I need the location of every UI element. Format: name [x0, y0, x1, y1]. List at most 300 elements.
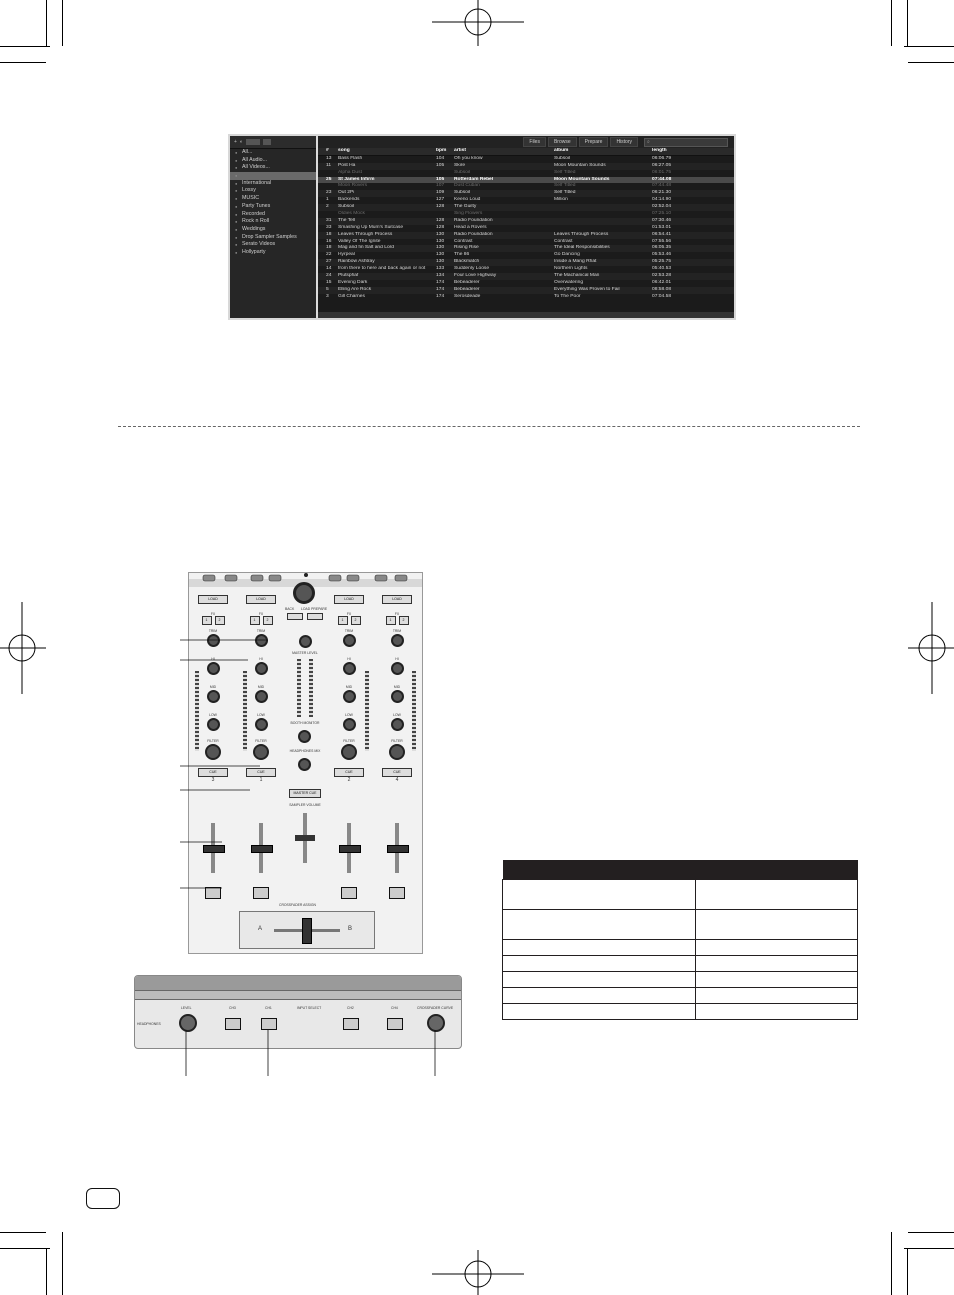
channel-2-strip — [329, 595, 369, 911]
table-cell — [503, 972, 696, 988]
fx2-assign-ch3[interactable]: 2 — [215, 616, 225, 625]
col-length[interactable]: length — [652, 148, 667, 153]
track-artist: Bebeaderer — [454, 279, 480, 285]
crate-item[interactable]: ● MUSIC — [230, 195, 316, 203]
track-artist: Subsoil — [454, 169, 471, 175]
crate-item[interactable]: ● Hollyparty — [230, 249, 316, 257]
table-cell — [503, 956, 696, 972]
track-bpm: 128 — [436, 224, 445, 230]
track-album — [554, 211, 652, 218]
track-song: Mag and fin Salt and Lord — [338, 245, 395, 251]
table-cell — [696, 880, 858, 910]
crop-mark — [904, 46, 954, 47]
track-length: 05:40.53 — [652, 266, 672, 272]
table-cell — [503, 910, 696, 940]
low-label: LOW — [257, 713, 265, 717]
cue-button-ch2[interactable]: CUE — [334, 768, 364, 777]
track-length: 07:30.46 — [652, 217, 672, 223]
filter-label: FILTER — [343, 739, 355, 743]
hi-knob-ch4[interactable] — [391, 662, 404, 675]
table-cell — [503, 880, 696, 910]
track-song: Gill Charnes — [338, 293, 365, 299]
headphones-label: HEADPHONES — [137, 1022, 161, 1026]
crate-item[interactable]: ● Weddings — [230, 226, 316, 234]
track-bpm: 134 — [436, 273, 445, 279]
mid-label: MID — [345, 685, 353, 689]
crop-mark — [62, 1232, 63, 1295]
track-artist: Dust Cuban — [454, 183, 480, 189]
input-select-switch-ch1[interactable] — [261, 1018, 277, 1030]
crossfader-knob[interactable] — [302, 918, 312, 944]
table-cell — [503, 1004, 696, 1020]
track-number: 15 — [326, 279, 332, 285]
crate-item[interactable]: ● Lossy — [230, 187, 316, 195]
track-row[interactable] — [318, 280, 734, 287]
crop-mark — [0, 46, 50, 47]
tab-browse[interactable]: Browse — [548, 137, 577, 147]
fx2-assign-ch1[interactable]: 2 — [263, 616, 273, 625]
table-row — [503, 940, 858, 956]
filter-label: FILTER — [207, 739, 219, 743]
fx1-assign-ch4[interactable]: 1 — [386, 616, 396, 625]
track-album: Subsoil — [554, 155, 571, 161]
track-number: 11 — [326, 162, 332, 168]
filter-label: FILTER — [391, 739, 403, 743]
track-length: 06:42.01 — [652, 279, 672, 285]
col-number[interactable]: # — [326, 148, 329, 153]
view-toggle[interactable] — [263, 139, 271, 145]
track-album: Self Titled — [554, 169, 576, 175]
cue-button-ch3[interactable]: CUE — [198, 768, 228, 777]
track-song: Leaves Through Process — [338, 231, 393, 237]
track-artist: Rotterdam Rebel — [454, 176, 494, 182]
hi-label: HI — [259, 657, 263, 661]
mid-label: MID — [393, 685, 401, 689]
registration-mark-right — [908, 602, 954, 694]
crop-mark — [0, 62, 46, 63]
master-cue-button[interactable]: MASTER CUE — [289, 789, 321, 798]
table-cell — [696, 910, 858, 940]
track-bpm: 174 — [436, 293, 445, 299]
track-length: 02:53.28 — [652, 273, 672, 279]
track-number: 5 — [326, 286, 329, 292]
track-song: Backends — [338, 197, 360, 203]
tab-files[interactable]: Files — [523, 137, 546, 147]
track-artist: Oh you know — [454, 155, 483, 161]
crop-mark — [0, 1248, 50, 1249]
track-song: Evening Dark — [338, 279, 368, 285]
view-toggle[interactable] — [246, 139, 260, 145]
track-bpm: 174 — [436, 286, 445, 292]
track-length: 05:53.46 — [652, 252, 672, 258]
track-row[interactable] — [318, 177, 734, 184]
track-bpm: 130 — [436, 252, 445, 258]
track-album — [554, 204, 652, 211]
track-album: Inside a Mang Rhat — [554, 259, 597, 265]
col-bpm[interactable]: bpm — [436, 148, 447, 153]
fx-label: FX — [258, 612, 264, 616]
page-number-box — [86, 1188, 120, 1209]
track-artist: Serosdeade — [454, 293, 481, 299]
crop-mark — [0, 1232, 46, 1233]
level-label: LEVEL — [181, 1006, 192, 1010]
registration-mark-bottom — [432, 1250, 524, 1295]
sampler-volume-label: SAMPLER VOLUME — [289, 803, 321, 807]
track-bpm: 174 — [436, 279, 445, 285]
fx2-assign-ch2[interactable]: 2 — [351, 616, 361, 625]
trim-knob-ch2[interactable] — [343, 634, 356, 647]
track-row[interactable] — [318, 163, 734, 170]
channel-level-meter — [365, 671, 369, 751]
hi-label: HI — [347, 657, 351, 661]
track-number: 33 — [326, 224, 332, 230]
crossfader-b-label: B — [348, 926, 353, 932]
crop-mark — [907, 1248, 908, 1295]
track-row[interactable] — [318, 232, 734, 239]
track-length: 05:25.75 — [652, 259, 672, 265]
low-label: LOW — [209, 713, 217, 717]
table-cell — [503, 988, 696, 1004]
col-artist[interactable]: artist — [454, 148, 466, 153]
hi-label: HI — [211, 657, 215, 661]
track-album: Contrast — [554, 238, 573, 244]
track-row[interactable] — [318, 211, 734, 218]
search-icon: ⌕ — [647, 138, 650, 145]
load-prepare-label: LOAD PREPARE — [301, 607, 328, 611]
filter-knob-ch2[interactable] — [341, 744, 357, 760]
front-top-row — [135, 976, 461, 990]
channel-number-4: 4 — [395, 777, 399, 783]
track-bpm: 104 — [436, 155, 445, 161]
fx-label: FX — [346, 612, 352, 616]
track-number: 13 — [326, 155, 332, 161]
track-artist: Suddenly Loose — [454, 266, 490, 272]
track-length: 01:53.01 — [652, 224, 672, 230]
filter-knob-ch4[interactable] — [389, 744, 405, 760]
load-prepare-button[interactable] — [307, 613, 323, 620]
track-number: 24 — [326, 273, 332, 279]
low-label: LOW — [345, 713, 353, 717]
crossfader-curve-label: CROSSFADER CURVE — [417, 1006, 454, 1010]
channel-fader-ch4[interactable] — [387, 845, 409, 853]
table-cell — [696, 956, 858, 972]
track-album: The Ideal Responsibilities — [554, 245, 610, 251]
crop-mark — [891, 0, 892, 46]
ch1-label: CH1 — [265, 1006, 272, 1010]
track-artist: Four Love Highway — [454, 273, 497, 279]
track-album — [554, 218, 652, 225]
table-cell — [503, 940, 696, 956]
crate-item[interactable]: ● Party Tunes — [230, 203, 316, 211]
track-length: 04:14.90 — [652, 197, 672, 203]
library-topbar — [318, 136, 734, 148]
trim-label: TRIM — [208, 629, 218, 633]
track-number: 31 — [326, 217, 332, 223]
track-artist: Bebeaderer — [454, 286, 480, 292]
crate-list — [230, 149, 316, 257]
track-artist: Subsoil — [454, 190, 471, 196]
load-button-ch1[interactable]: LOAD — [246, 595, 276, 604]
reference-table — [502, 860, 858, 1020]
track-bpm: 130 — [436, 238, 445, 244]
track-row[interactable] — [318, 252, 734, 259]
track-album: Moon Mountain Sounds — [554, 162, 606, 168]
track-number: 18 — [326, 231, 332, 237]
track-number: 14 — [326, 266, 332, 272]
smart-crate-icon[interactable]: ◐ — [239, 139, 243, 145]
low-knob-ch4[interactable] — [391, 718, 404, 731]
table-header-cell — [503, 860, 696, 880]
back-button[interactable] — [287, 613, 303, 620]
track-length: 07:55.56 — [652, 238, 672, 244]
channel-number-3: 3 — [211, 777, 215, 783]
track-number — [326, 211, 338, 218]
track-bpm: 133 — [436, 266, 445, 272]
section-divider — [118, 426, 860, 427]
hi-knob-ch2[interactable] — [343, 662, 356, 675]
table-header-row — [503, 860, 858, 880]
track-song: Alpha Dust — [338, 169, 362, 175]
trim-label: TRIM — [344, 629, 354, 633]
crossfader-assign-switch-ch2[interactable] — [341, 887, 357, 899]
track-artist: Head a Rovers — [454, 224, 487, 230]
input-select-switch-ch2[interactable] — [343, 1018, 359, 1030]
input-select-switch-ch3[interactable] — [225, 1018, 241, 1030]
fx-label: FX — [210, 612, 216, 616]
search-input[interactable] — [644, 138, 728, 147]
crate-item[interactable]: ● All Videos... — [230, 164, 316, 172]
track-number: 23 — [326, 190, 332, 196]
track-song: Rainbow Ashtray — [338, 259, 375, 265]
track-bpm: 130 — [436, 245, 445, 251]
crop-mark — [891, 1232, 892, 1295]
track-album: The Machanical Man — [554, 273, 600, 279]
track-number: 16 — [326, 238, 332, 244]
track-bpm: 128 — [436, 217, 445, 223]
track-song: Post Ha — [338, 162, 356, 168]
ch2-label: CH2 — [347, 1006, 354, 1010]
track-length: 08:58.08 — [652, 286, 672, 292]
table-row — [503, 972, 858, 988]
registration-mark-top — [432, 0, 524, 46]
tab-history[interactable]: History — [610, 137, 638, 147]
ch4-label: CH4 — [391, 1006, 398, 1010]
table-row — [503, 988, 858, 1004]
crop-mark — [904, 1248, 954, 1249]
track-length: 06:54.41 — [652, 231, 672, 237]
track-song: Moon Rovers — [338, 183, 368, 189]
track-bpm: 127 — [436, 197, 445, 203]
load-button-ch3[interactable]: LOAD — [198, 595, 228, 604]
serato-library-screenshot — [228, 134, 736, 320]
track-song: Out 2Pi — [338, 190, 355, 196]
crossfader-assign-label: CROSSFADER ASSIGN — [279, 903, 316, 907]
track-number: 18 — [326, 245, 332, 251]
channel-number-2: 2 — [347, 777, 351, 783]
track-row[interactable] — [318, 204, 734, 211]
track-artist: Contrast — [454, 238, 473, 244]
track-length: 06:27.05 — [652, 162, 672, 168]
track-song: Oldies Mock — [338, 211, 365, 217]
track-row[interactable] — [318, 156, 734, 163]
track-length: 06:01.75 — [652, 169, 672, 175]
track-album: Leaves Through Process — [554, 231, 609, 237]
track-number: 2 — [326, 204, 329, 210]
master-level-label: MASTER LEVEL — [292, 651, 318, 655]
track-row[interactable] — [318, 294, 734, 301]
track-bpm: 109 — [436, 190, 445, 196]
hi-label: HI — [395, 657, 399, 661]
back-label: BACK — [285, 607, 295, 611]
track-row[interactable] — [318, 183, 734, 190]
callout-lines — [180, 630, 300, 900]
mid-knob-ch4[interactable] — [391, 690, 404, 703]
track-album — [554, 225, 652, 232]
crop-mark — [62, 0, 63, 46]
load-button-ch2[interactable]: LOAD — [334, 595, 364, 604]
track-song: Bass Flash — [338, 155, 363, 161]
trim-knob-ch4[interactable] — [391, 634, 404, 647]
track-song: Hyrpeal — [338, 252, 355, 258]
trim-label: TRIM — [256, 629, 266, 633]
track-number — [326, 170, 338, 177]
channel-fader-ch2[interactable] — [339, 845, 361, 853]
track-row[interactable] — [318, 170, 734, 177]
col-album[interactable]: album — [554, 148, 569, 153]
table-cell — [696, 972, 858, 988]
track-row[interactable] — [318, 190, 734, 197]
level-meter — [309, 659, 313, 717]
mid-knob-ch2[interactable] — [343, 690, 356, 703]
crop-mark — [908, 1232, 954, 1233]
crossfader-a-label: A — [258, 926, 263, 932]
track-bpm: 107 — [436, 183, 445, 189]
fx2-assign-ch4[interactable]: 2 — [399, 616, 409, 625]
track-album: Million — [554, 197, 568, 203]
crate-add-icon[interactable]: + — [234, 139, 237, 145]
track-artist: Skire — [454, 162, 466, 168]
headphones-mix-label: HEADPHONES MIX — [289, 749, 321, 753]
front-callout-lines — [180, 1030, 450, 1076]
track-length: 06:05.35 — [652, 245, 672, 251]
fx1-assign-ch2[interactable]: 1 — [338, 616, 348, 625]
track-list — [318, 156, 734, 301]
master-level-knob[interactable] — [299, 635, 312, 648]
cue-button-ch4[interactable]: CUE — [382, 768, 412, 777]
crate-item[interactable]: ● Rock n Roll — [230, 218, 316, 226]
track-row[interactable] — [318, 273, 734, 280]
track-row[interactable] — [318, 259, 734, 266]
load-button-ch4[interactable]: LOAD — [382, 595, 412, 604]
track-artist: Sing Flowers — [454, 211, 483, 217]
track-length: 07:44.08 — [652, 176, 672, 182]
cue-button-ch1[interactable]: CUE — [246, 768, 276, 777]
track-bpm: 105 — [436, 176, 445, 182]
input-select-label: INPUT SELECT — [297, 1006, 322, 1010]
crate-item[interactable] — [230, 172, 316, 180]
library-bottombar — [318, 312, 734, 318]
track-row[interactable] — [318, 197, 734, 204]
col-song[interactable]: song — [338, 148, 350, 153]
crate-item[interactable]: ● All... — [230, 149, 316, 157]
crate-panel-toolbar — [230, 136, 316, 149]
track-row[interactable] — [318, 218, 734, 225]
crate-item[interactable]: ● Serato Videos — [230, 241, 316, 249]
crop-mark — [46, 1248, 47, 1295]
track-length: 02:52.04 — [652, 204, 672, 210]
track-album: Moon Mountain Sounds — [554, 176, 610, 182]
crossfader-area — [239, 911, 375, 949]
track-song: from there to here and back again or not — [338, 266, 426, 272]
crate-item[interactable]: ● International — [230, 180, 316, 188]
trim-label: TRIM — [392, 629, 402, 633]
track-bpm: 130 — [436, 259, 445, 265]
crate-panel — [230, 136, 318, 318]
track-bpm: 130 — [436, 231, 445, 237]
track-number: 3 — [326, 293, 329, 299]
track-bpm — [436, 170, 454, 177]
track-song: Elling Are Rock — [338, 286, 372, 292]
track-artist: Radio Foundation — [454, 231, 493, 237]
track-row[interactable] — [318, 225, 734, 232]
track-artist: Keeno Loud — [454, 197, 481, 203]
low-label: LOW — [393, 713, 401, 717]
track-column-header — [318, 148, 734, 156]
track-song: The Tell — [338, 217, 356, 223]
track-row[interactable] — [318, 287, 734, 294]
registration-mark-left — [0, 602, 46, 694]
crossfader-assign-switch-ch4[interactable] — [389, 887, 405, 899]
track-row[interactable] — [318, 239, 734, 246]
track-number: 25 — [326, 176, 332, 182]
crate-item[interactable]: ● Recorded — [230, 211, 316, 219]
track-song: Subsoil — [338, 204, 355, 210]
table-cell — [696, 940, 858, 956]
track-panel — [318, 136, 734, 318]
mid-label: MID — [209, 685, 217, 689]
track-row[interactable] — [318, 266, 734, 273]
table-cell — [696, 988, 858, 1004]
table-row — [503, 910, 858, 940]
track-number: 22 — [326, 252, 332, 258]
track-artist: The Guilty — [454, 204, 477, 210]
track-album: Overwatering — [554, 279, 584, 285]
tab-prepare[interactable]: Prepare — [579, 137, 609, 147]
crate-item[interactable]: ● Drop Sampler Samples — [230, 234, 316, 242]
table-header-cell — [696, 860, 858, 880]
channel-4-strip — [377, 595, 417, 911]
channel-level-meter — [412, 671, 416, 751]
crate-item[interactable]: ● All Audio... — [230, 157, 316, 165]
browse-knob[interactable] — [293, 582, 315, 604]
track-artist: Rising Rise — [454, 245, 479, 251]
low-knob-ch2[interactable] — [343, 718, 356, 731]
track-album: Self Titled — [554, 190, 576, 196]
fx1-assign-ch3[interactable]: 1 — [202, 616, 212, 625]
track-artist: The 86 — [454, 252, 470, 258]
fx1-assign-ch1[interactable]: 1 — [250, 616, 260, 625]
track-row[interactable] — [318, 245, 734, 252]
track-bpm: 128 — [436, 204, 445, 210]
table-cell — [696, 1004, 858, 1020]
front-label-strip — [135, 990, 461, 1000]
crop-mark — [46, 0, 47, 46]
input-select-switch-ch4[interactable] — [387, 1018, 403, 1030]
track-artist: Blackmatch — [454, 259, 480, 265]
track-length: 06:06.79 — [652, 155, 672, 161]
ch3-label: CH3 — [229, 1006, 236, 1010]
crop-mark — [907, 0, 908, 46]
